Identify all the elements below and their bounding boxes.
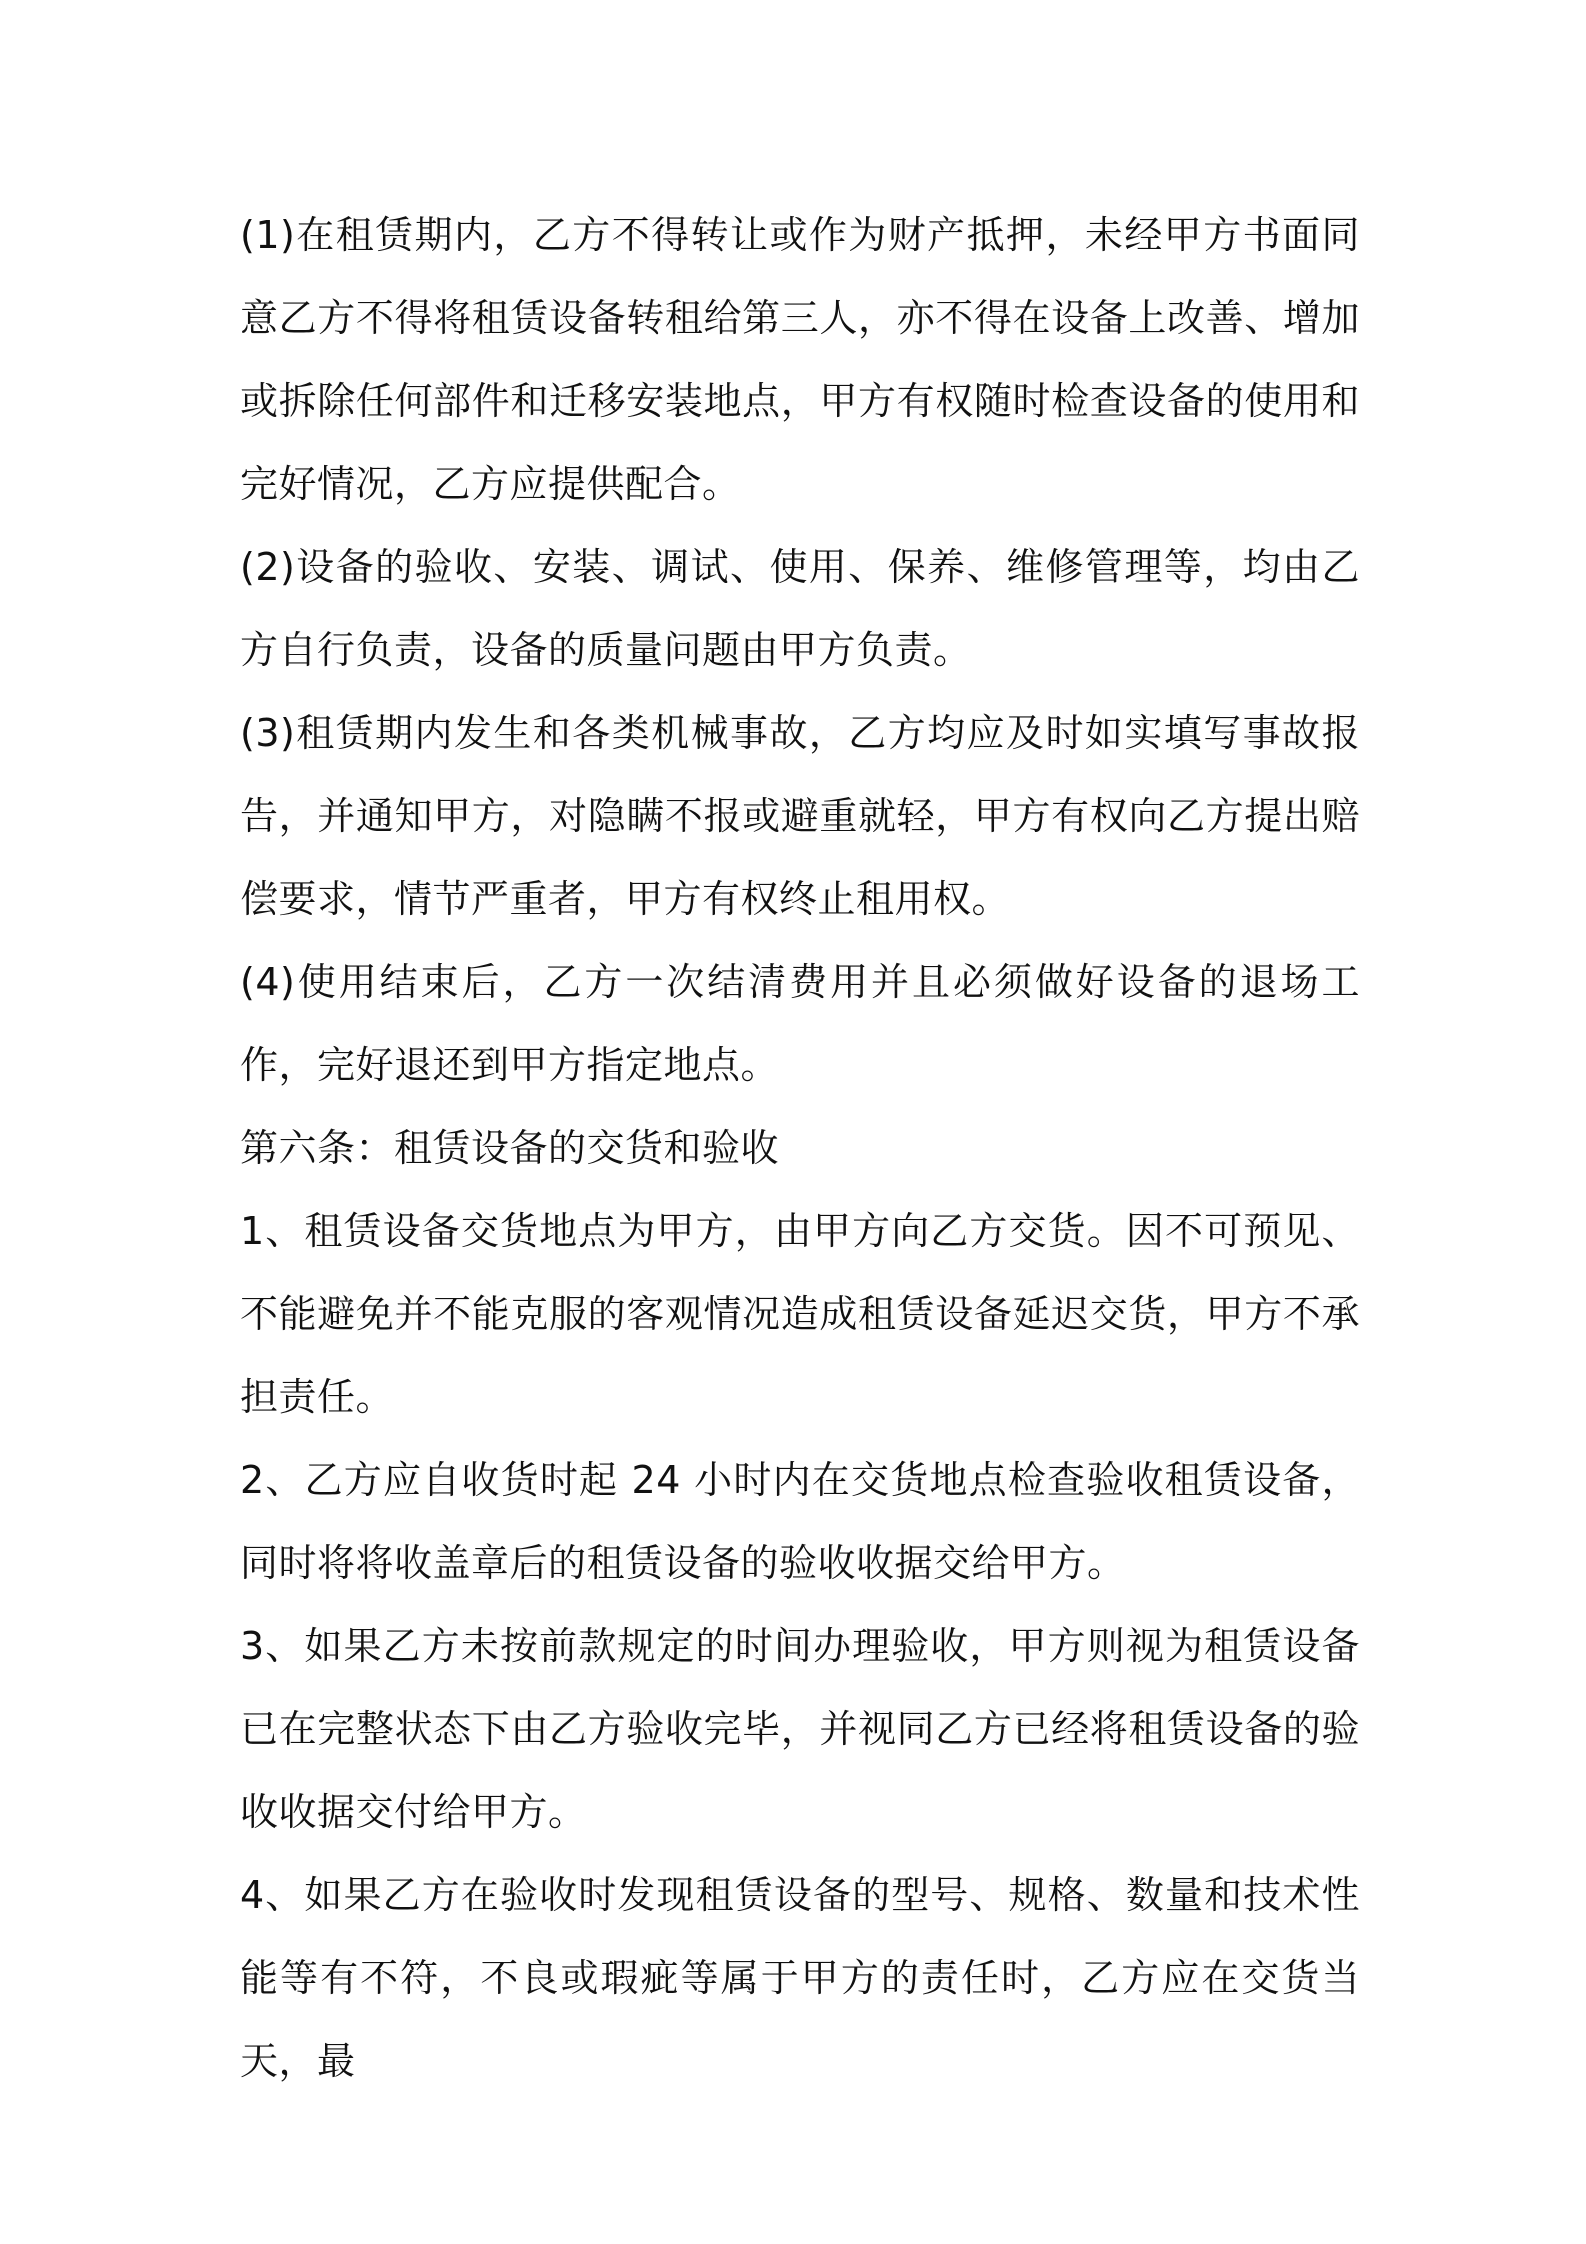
clause-paragraph-3: (3)租赁期内发生和各类机械事故，乙方均应及时如实填写事故报告，并通知甲方，对隐瞒不报或避重就轻，甲方有权向乙方提出赔偿要求，情节严重者，甲方有权终止租用权。 (240, 711, 1360, 921)
clause-paragraph-1: (1)在租赁期内，乙方不得转让或作为财产抵押，未经甲方书面同意乙方不得将租赁设备转租给第三人，亦不得在设备上改善、增加或拆除任何部件和迁移安装地点，甲方有权随时检查设备的使用和完好情况，乙方应提供配合。 (240, 213, 1360, 506)
clause-paragraph-4: (4)使用结束后，乙方一次结清费用并且必须做好设备的退场工作，完好退还到甲方指定地点。 (240, 960, 1360, 1087)
document-body (240, 194, 1360, 2103)
article-six-item-3: 3、如果乙方未按前款规定的时间办理验收，甲方则视为租赁设备已在完整状态下由乙方验收完毕，并视同乙方已经将租赁设备的验收收据交付给甲方。 (240, 1624, 1360, 1834)
clause-paragraph-2: (2)设备的验收、安装、调试、使用、保养、维修管理等，均由乙方自行负责，设备的质量问题由甲方负责。 (240, 545, 1360, 672)
article-six-item-2: 2、乙方应自收货时起 24 小时内在交货地点检查验收租赁设备，同时将将收盖章后的租赁设备的验收收据交给甲方。 (240, 1458, 1360, 1585)
article-six-item-4: 4、如果乙方在验收时发现租赁设备的型号、规格、数量和技术性能等有不符，不良或瑕疵等属于甲方的责任时，乙方应在交货当天，最 (240, 1873, 1360, 2083)
article-six-item-1: 1、租赁设备交货地点为甲方，由甲方向乙方交货。因不可预见、不能避免并不能克服的客观情况造成租赁设备延迟交货，甲方不承担责任。 (240, 1209, 1360, 1419)
article-six-heading: 第六条：租赁设备的交货和验收 (240, 1126, 780, 1170)
